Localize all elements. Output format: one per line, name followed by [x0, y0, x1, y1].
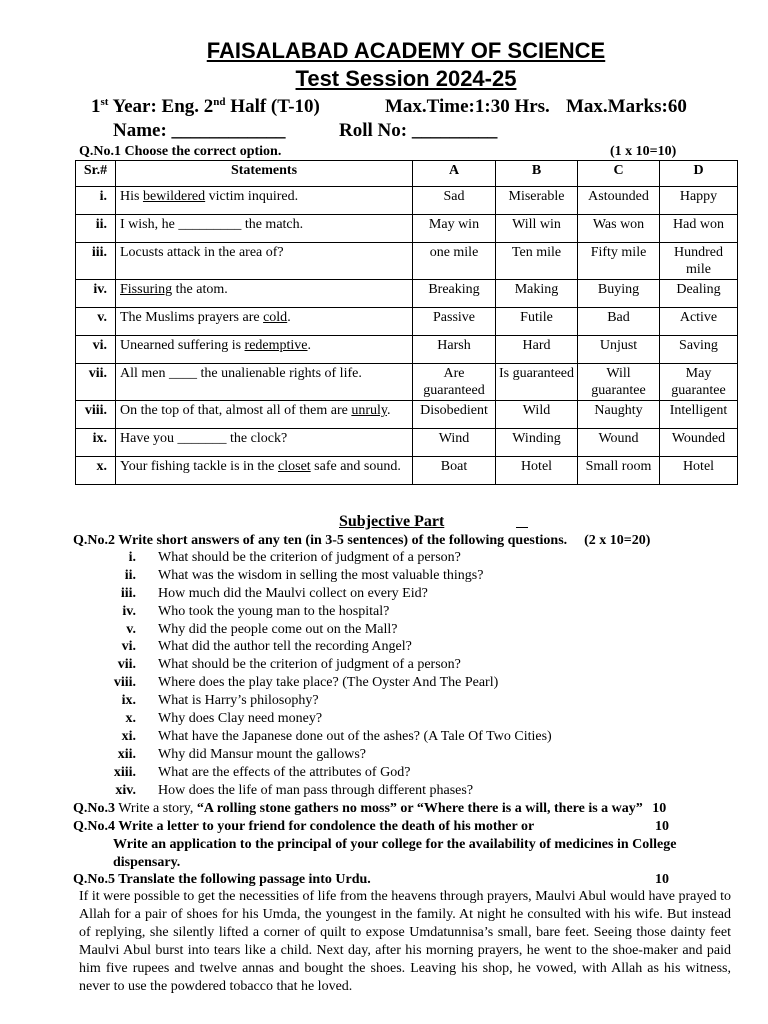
mcq-statement	[116, 308, 413, 336]
question-text: How does the life of man pass through different phases?	[158, 782, 474, 798]
question-text: How much did the Maulvi collect on every Eid?	[158, 585, 428, 601]
option-a: one mile	[413, 243, 496, 280]
q5-heading: Q.No.5 Translate the following passage into Urdu.	[73, 872, 371, 887]
question-number: x.	[125, 711, 136, 727]
question-number: xiv.	[115, 782, 136, 798]
mcq-statement	[116, 457, 413, 485]
list-item	[0, 746, 768, 764]
statement-underlined-word: bewildered	[142, 189, 206, 204]
option-d: Hotel	[660, 457, 738, 485]
question-number: iv.	[122, 603, 136, 619]
statement-text-end: .	[307, 338, 312, 353]
half-text: Half (T-10)	[225, 96, 320, 117]
statement-text-end: the atom.	[172, 282, 228, 297]
option-b: Wild	[496, 401, 578, 429]
option-b: Hotel	[496, 457, 578, 485]
option-c: Buying	[578, 280, 660, 308]
list-item	[0, 603, 768, 621]
mcq-serial: iii.	[76, 243, 116, 280]
option-a: Boat	[413, 457, 496, 485]
statement-text-end: .	[287, 310, 291, 325]
list-item	[0, 621, 768, 639]
option-b: Ten mile	[496, 243, 578, 280]
q1-heading-row	[79, 143, 739, 160]
question-text: What is Harry’s philosophy?	[158, 693, 319, 709]
statement-text: All men ____ the unalienable rights of life.	[120, 366, 362, 381]
question-text: Where does the play take place? (The Oyster And The Pearl)	[158, 675, 499, 691]
option-d: Happy	[660, 187, 738, 215]
statement-underlined-word: redemptive	[244, 338, 308, 353]
option-d: Dealing	[660, 280, 738, 308]
option-a: Breaking	[413, 280, 496, 308]
q3-label: Q.No.3	[73, 801, 115, 816]
q2-heading: Q.No.2 Write short answers of any ten (in 3-5 sentences) of the following questions.	[73, 533, 568, 548]
mcq-serial: v.	[76, 308, 116, 336]
question-text: Why did the people come out on the Mall?	[158, 621, 398, 637]
list-item	[0, 692, 768, 710]
mcq-serial: vi.	[76, 336, 116, 364]
option-a: Harsh	[413, 336, 496, 364]
question-number: vi.	[121, 639, 136, 655]
mcq-serial: i.	[76, 187, 116, 215]
statement-text: His	[120, 189, 143, 204]
question-number: i.	[128, 550, 136, 565]
list-item	[0, 710, 768, 728]
option-c: Was won	[578, 215, 660, 243]
statement-text-end: safe and sound.	[310, 459, 401, 474]
list-item	[0, 656, 768, 674]
q4-heading: Q.No.4 Write a letter to your friend for condolence the death of his mother or	[73, 819, 535, 834]
col-d: D	[660, 161, 738, 187]
mcq-row	[76, 215, 738, 243]
mcq-statement	[116, 401, 413, 429]
question-number: iii.	[120, 585, 136, 601]
mcq-serial: x.	[76, 457, 116, 485]
option-a: Passive	[413, 308, 496, 336]
question-number: xi.	[121, 728, 136, 744]
mcq-row	[76, 187, 738, 215]
academy-title: FAISALABAD ACADEMY OF SCIENCE	[206, 38, 606, 63]
mcq-serial: ix.	[76, 429, 116, 457]
option-b: Hard	[496, 336, 578, 364]
q1-heading: Q.No.1 Choose the correct option.	[79, 144, 282, 159]
col-c: C	[578, 161, 660, 187]
q2-heading-row	[73, 532, 650, 549]
subjective-underline	[516, 512, 528, 531]
mcq-statement	[116, 187, 413, 215]
mcq-statement	[116, 215, 413, 243]
question-text: Why did Mansur mount the gallows?	[158, 746, 367, 762]
statement-underlined-word: closet	[278, 459, 311, 474]
statement-text: I wish, he _________ the match.	[120, 217, 304, 232]
list-item	[0, 782, 768, 800]
statement-text: Unearned suffering is	[120, 338, 245, 353]
year-text: Year: Eng. 2	[108, 96, 214, 117]
option-b: Is guaranteed	[496, 364, 578, 401]
question-number: ii.	[124, 567, 136, 583]
half-suffix: nd	[213, 96, 226, 108]
option-d: Hundred mile	[660, 243, 738, 280]
q4-line-3: dispensary.	[113, 855, 181, 870]
roll-number-field: Roll No: _________	[339, 120, 498, 141]
q2-marks: (2 x 10=20)	[584, 533, 651, 548]
mcq-statement	[116, 280, 413, 308]
col-sr: Sr.#	[76, 161, 116, 187]
statement-underlined-word: cold	[263, 310, 288, 325]
list-item	[0, 728, 768, 746]
year-number: 1	[91, 96, 101, 117]
question-text: Who took the young man to the hospital?	[158, 603, 390, 619]
question-text: What are the effects of the attributes of God?	[158, 764, 411, 780]
mcq-serial: iv.	[76, 280, 116, 308]
max-marks: Max.Marks:60	[566, 96, 687, 117]
question-text: What should be the criterion of judgment of a person?	[158, 550, 461, 565]
q4-line	[73, 818, 534, 836]
list-item	[0, 567, 768, 585]
list-item	[0, 549, 768, 567]
question-text: What was the wisdom in selling the most valuable things?	[158, 567, 484, 583]
list-item	[0, 585, 768, 603]
option-c: Will guarantee	[578, 364, 660, 401]
statement-text: The Muslims prayers are	[120, 310, 264, 325]
mcq-serial: ii.	[76, 215, 116, 243]
col-statements: Statements	[116, 161, 413, 187]
question-number: xiii.	[113, 764, 136, 780]
question-text: What did the author tell the recording Angel?	[158, 639, 412, 655]
statement-text: Locusts attack in the area of?	[120, 245, 284, 260]
option-c: Wound	[578, 429, 660, 457]
q3-line	[73, 800, 666, 818]
session-title: Test Session 2024-25	[295, 66, 517, 91]
option-c: Fifty mile	[578, 243, 660, 280]
option-b: Making	[496, 280, 578, 308]
q4-marks: 10	[655, 819, 669, 834]
option-a: Sad	[413, 187, 496, 215]
col-a: A	[413, 161, 496, 187]
q4-line-2: Write an application to the principal of your college for the availability of medicines in College	[113, 837, 677, 852]
mcq-header-row	[76, 161, 738, 187]
option-b: Winding	[496, 429, 578, 457]
q5-marks: 10	[655, 872, 669, 887]
option-c: Naughty	[578, 401, 660, 429]
subjective-title: Subjective Part	[339, 513, 445, 530]
list-item	[0, 638, 768, 656]
mcq-row	[76, 457, 738, 485]
mcq-serial: vii.	[76, 364, 116, 401]
question-number: v.	[126, 621, 136, 637]
option-d: Intelligent	[660, 401, 738, 429]
statement-text-end: victim inquired.	[205, 189, 299, 204]
name-field: Name: ____________	[113, 120, 286, 141]
question-number: vii.	[117, 657, 136, 673]
option-d: Had won	[660, 215, 738, 243]
statement-text: Your fishing tackle is in the	[120, 459, 279, 474]
q1-marks: (1 x 10=10)	[610, 144, 677, 159]
statement-underlined-word: Fissuring	[120, 282, 173, 297]
col-b: B	[496, 161, 578, 187]
question-text: What have the Japanese done out of the ashes? (A Tale Of Two Cities)	[158, 728, 552, 744]
q2-question-list	[0, 549, 768, 799]
mcq-table	[75, 160, 738, 485]
mcq-statement	[116, 336, 413, 364]
max-time: Max.Time:1:30 Hrs.	[385, 96, 550, 117]
list-item	[0, 674, 768, 692]
translation-passage: If it were possible to get the necessities of life from the heavens through prayers, Maulvi Abul would have prayed to Allah for a pair of shoes for his Umda, the youngest in the family. At night he consulted with his wife. But instead of replying, she silently lifted a corner of quilt to expose Umdatunnisa’s small, bare feet. Seeing those dainty feet Maulvi Abul burst into tears like a child. Next day, after his morning prayers, he went to the shoe-maker and paid him five rupees and twelve annas and bought the shoes. Leaving his shop, he vowed, with Allah as his witness, never to use the powdered tobacco that he loved.	[79, 889, 731, 994]
option-a: May win	[413, 215, 496, 243]
q3-marks: 10	[652, 801, 667, 816]
option-a: Disobedient	[413, 401, 496, 429]
list-item	[0, 764, 768, 782]
option-a: Are guaranteed	[413, 364, 496, 401]
option-b: Will win	[496, 215, 578, 243]
q3-topics: “A rolling stone gathers no moss” or “Where there is a will, there is a way”	[196, 801, 643, 816]
option-b: Miserable	[496, 187, 578, 215]
option-c: Astounded	[578, 187, 660, 215]
mcq-statement	[116, 429, 413, 457]
option-c: Unjust	[578, 336, 660, 364]
question-number: ix.	[121, 693, 136, 709]
mcq-row	[76, 336, 738, 364]
option-c: Bad	[578, 308, 660, 336]
option-c: Small room	[578, 457, 660, 485]
option-a: Wind	[413, 429, 496, 457]
class-line	[91, 96, 320, 118]
mcq-row	[76, 243, 738, 280]
question-number: xii.	[117, 746, 136, 762]
mcq-row	[76, 280, 738, 308]
mcq-statement	[116, 364, 413, 401]
option-d: Active	[660, 308, 738, 336]
question-text: Why does Clay need money?	[158, 711, 323, 727]
statement-text: On the top of that, almost all of them are	[120, 403, 352, 418]
mcq-row	[76, 401, 738, 429]
question-text: What should be the criterion of judgment of a person?	[158, 657, 461, 673]
option-b: Futile	[496, 308, 578, 336]
mcq-row	[76, 308, 738, 336]
mcq-serial: viii.	[76, 401, 116, 429]
option-d: Saving	[660, 336, 738, 364]
question-number: viii.	[113, 675, 136, 691]
option-d: Wounded	[660, 429, 738, 457]
q3-text: Write a story,	[115, 801, 197, 816]
year-suffix: st	[100, 96, 109, 108]
statement-text-end: .	[386, 403, 391, 418]
statement-underlined-word: unruly	[351, 403, 387, 418]
mcq-row	[76, 364, 738, 401]
mcq-statement	[116, 243, 413, 280]
option-d: May guarantee	[660, 364, 738, 401]
statement-text: Have you _______ the clock?	[120, 431, 288, 446]
mcq-row	[76, 429, 738, 457]
